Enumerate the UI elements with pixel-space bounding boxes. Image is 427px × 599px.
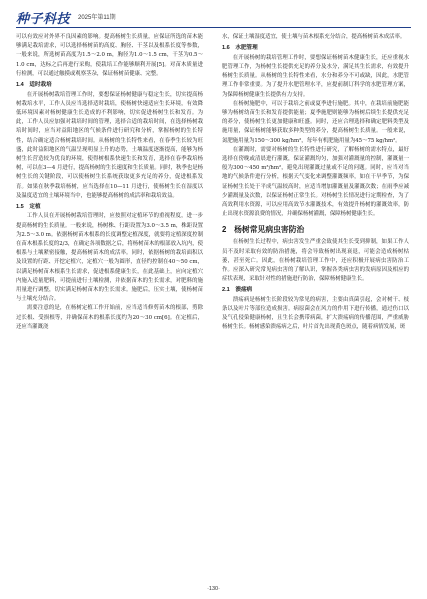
paragraph: 水，保证土壤湿度适宜，使土壤与苗木根系充分结合，提高杨树苗木成活率。 [222, 34, 406, 40]
journal-logo: 种子科技 [16, 12, 71, 27]
issue-label: 2025年第11期 [78, 15, 116, 21]
page-header [16, 8, 411, 30]
paragraph: 在灌溉时，需要对杨树的生长特性进行研究，了解杨树的需水特点，最好选择在傍晚或清晨进行灌溉，保证灌溉均匀，加强对灌溉量的控制，灌溉量一般为300～450 m³/hm²，避免出现灌溉过量或不足的问题。同时，应当对当地的气候条件进行分析，根据天气变化来调整灌溉频率，如在干旱季节，为保证杨树生长处于平成气温较高时，应适当增加灌溉量及灌溉次数；在雨季应减少灌溉量及次数，以保证杨树正常生长。对杨树生长情况进行定期检查，为了高效利用水资源，可以应用高效节水灌溉技术，有效提升杨树的灌溉效率，防止出现水资源浪费的情况，并确保杨树灌溉，保障杨树健康生长。 [222, 146, 409, 218]
chapter-heading: 2 杨树常见病虫害防治 [222, 225, 305, 235]
header-divider [16, 27, 411, 28]
paragraph: 溃疡病是杨树生长阶段较为常见的病害，主要由真菌引起，会对树干、枝条以及叶片等部位造成损害。病原菌会在风力的作用下进行传播，通过伤口以及气孔侵染健康杨树，且生长会携带病菌，扩大溃疡病的传播范围，严重威胁杨树生长。杨树感染溃疡病之后，叶片首先出现黄色斑点，随着病情发展，斑 [222, 296, 409, 331]
section-heading: 1.4 适时栽培 [16, 82, 52, 89]
left-column [16, 33, 203, 332]
paragraph: 工作人员在开展杨树栽培管理时，应按照对定植环节的重视程度，进一步提高杨树的生长质量。一般来说，杨树株、行距设置为3.0～3.5 m，株距设置为2.5～3.0 m。依据杨树苗木根系的长度调整定植深度，就要将定植深度控制在苗木根系长度的2/3，在确定各项数据之后，将杨树苗木的根部放入坑内，使根系与土壤紧密接触，提高杨树苗木的成活率。同时，依据杨树的栽培面积以及设置的行距、开挖定植穴，定植穴一般为圆形，直径约控制在40～50 cm，以满足杨树苗木根系生长需求，促进根系健康生长，在此基础上，应向定植穴内施入适量肥料，可提前进行土壤检测，并依据苗木的生长需求，对肥料的施用量进行调整，切实满足杨树苗木的生长需求。施肥后，压实土壤，使杨树苗与土壤充分结合。 [16, 213, 203, 303]
paragraph: 需要注意的是，在杨树定植工作开始前，应当适当修剪苗木的根部，剪除过长根、受损根等，并确保苗木的根系长度约为20～30 cm[6]。在定植后，还应当灌溉浇 [16, 305, 203, 330]
paragraph: 在开展杨树的栽培管理工作时，要想保证杨树苗木健康生长，还应重视水肥管理工作，为杨树生长提供充足的养分及水分，满足其生长需求，有效提升杨树生长质量。从杨树的生长特性来看，水分和养分不可或缺，因此，水肥管理工作非常重要。为了提升水肥管理水平，应提前制订科学的水肥管理方案，为保障杨树健康生长提供有力支持。 [222, 54, 409, 98]
section-heading: 1.6 水肥管理 [222, 45, 258, 52]
paragraph: 在杨树施肥中，可以于栽培之前或夏季进行施肥。其中，在栽培前施肥能够为杨树幼苗生长和发育提供能量；夏季施肥则能够为杨树后续生长提供充足的养分，使杨树生长更加健康和旺盛。同时，还应合理选择和确定肥料类型及施用量，保证杨树能够获取多种类型的养分，提高杨树生长质量。一般来说，氮肥施用量为150～300 kg/hm²，每年有机肥施用量为45～75 kg/hm²。 [222, 100, 409, 144]
page-number: ·130· [207, 586, 220, 592]
paragraph: 可以有效应对外界不良因素的影响。提高杨树生长质量，应保证所选的苗木能够满足栽培需求，可以选择杨树苗的高度、胸径、干茎以及根系长度等参数，一般来说，所选树苗高度为1.5～2.0 m，胸径为1.0～1.5 cm，干茎为0.5～1.0 cm，达标之后再进行采购，使栽培工作能够顺利开展[5]。对苗木质量进行检测，可以通过触摸或观察茎杂，保证杨树苗健康、完整。 [16, 34, 203, 77]
paragraph: 在开展杨树栽培管理工作时，要想保证杨树健康与稳定生长，切实提高杨树栽培水平，工作人员应当选择适时栽培，使杨树快速适应生长环境，有效降低环境因素对杨树健康生长造成的不利影响，切实促进杨树生长和发育。为此，工作人员应加强对栽培时间的管理，选择合适的栽培时间，在选择杨树栽培时间时，应当对益阳地区的气候条件进行研究和分析，掌握杨树的生长特性，结合确定适合杨树栽培时间。从杨树的生长特性来看，在春季生长较为旺盛，此时益阳地区的气温呈现明显上升的态势，土壤温度逐渐提高，能够为杨树生长营造较为优良的环境，使得树根系快速生长和发育，选择在春季栽培杨树，可以在3—4 月进行，提高杨树的生长速度和生长质量。同时，秋季也是杨树生长的关键阶段，可以使杨树生长系统获取更多充足的养分，促进根系发育。如果在秋季栽培杨树，应当选择在10—11 月进行，使杨树生长在湿度以及温度适宜的土壤环境当中，也能够提高杨树的成活率和栽培效益。 [16, 91, 203, 199]
section-heading: 1.5 定植 [16, 203, 41, 210]
section-heading: 2.1 溃疡病 [222, 287, 253, 294]
right-column [222, 33, 409, 333]
paragraph: 在杨树生长过程中，病虫害发生严重会致使其生长受到抑制，如果工作人员不及时采取有效的防治措施，将会导致杨树出现衰退，可能会造成杨树枯萎，甚至死亡。因此，在杨树栽培管理工作中，还应积极开展病虫害防治工作。应深入研究常见病虫害的了解认识，掌握各类病虫害的发病原因及相应的症状表现，采取针对性的措施进行防治，保障杨树健康生长。 [222, 239, 409, 283]
